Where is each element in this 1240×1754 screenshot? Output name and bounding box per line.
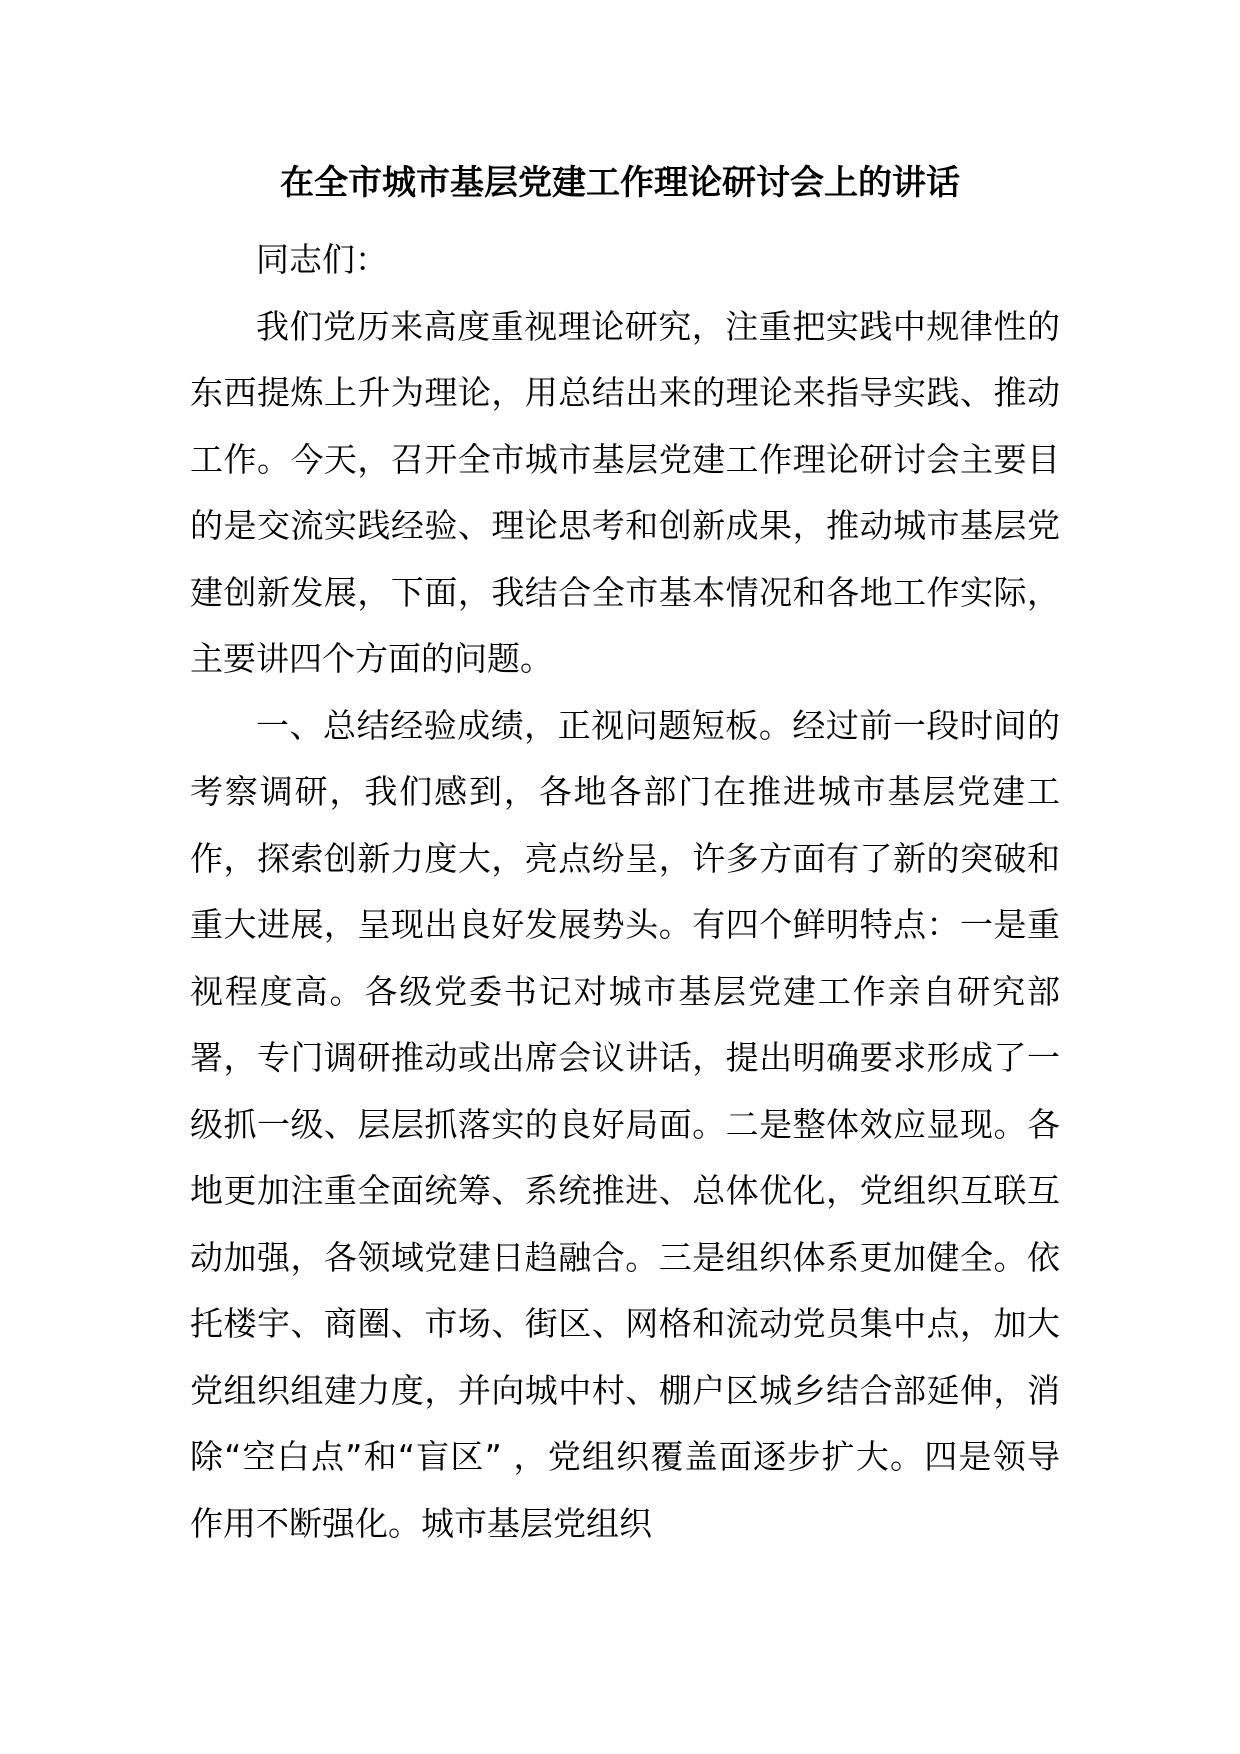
salutation: 同志们：	[256, 240, 388, 279]
paragraph-intro: 我们党历来高度重视理论研究，注重把实践中规律性的东西提炼上升为理论，用总结出来的理论来指导实践、推动工作。今天，召开全市城市基层党建工作理论研讨会主要目的是交流实践经验、理论思考和创新成果，推动城市基层党建创新发展，下面，我结合全市基本情况和各地工作实际，主要讲四个方面的问题。	[190, 306, 1060, 678]
document-title: 在全市城市基层党建工作理论研讨会上的讲话	[280, 163, 960, 203]
paragraph-section-one: 一、总结经验成绩，正视问题短板。经过前一段时间的考察调研，我们感到，各地各部门在推进城市基层党建工作，探索创新力度大，亮点纷呈，许多方面有了新的突破和重大进展，呈现出良好发展势头。有四个鲜明特点：一是重视程度高。各级党委书记对城市基层党建工作亲自研究部署，专门调研推动或出席会议讲话，提出明确要求形成了一级抓一级、层层抓落实的良好局面。二是整体效应显现。各地更加注重全面统筹、系统推进、总体优化，党组织互联互动加强，各领域党建日趋融合。三是组织体系更加健全。依托楼宇、商圈、市场、街区、网格和流动党员集中点，加大党组织组建力度，并向城中村、棚户区城乡结合部延伸，消除“空白点”和“盲区” ，党组织覆盖面逐步扩大。四是领导作用不断强化。城市基层党组织	[190, 705, 1060, 1543]
document-body	[190, 227, 1060, 1557]
